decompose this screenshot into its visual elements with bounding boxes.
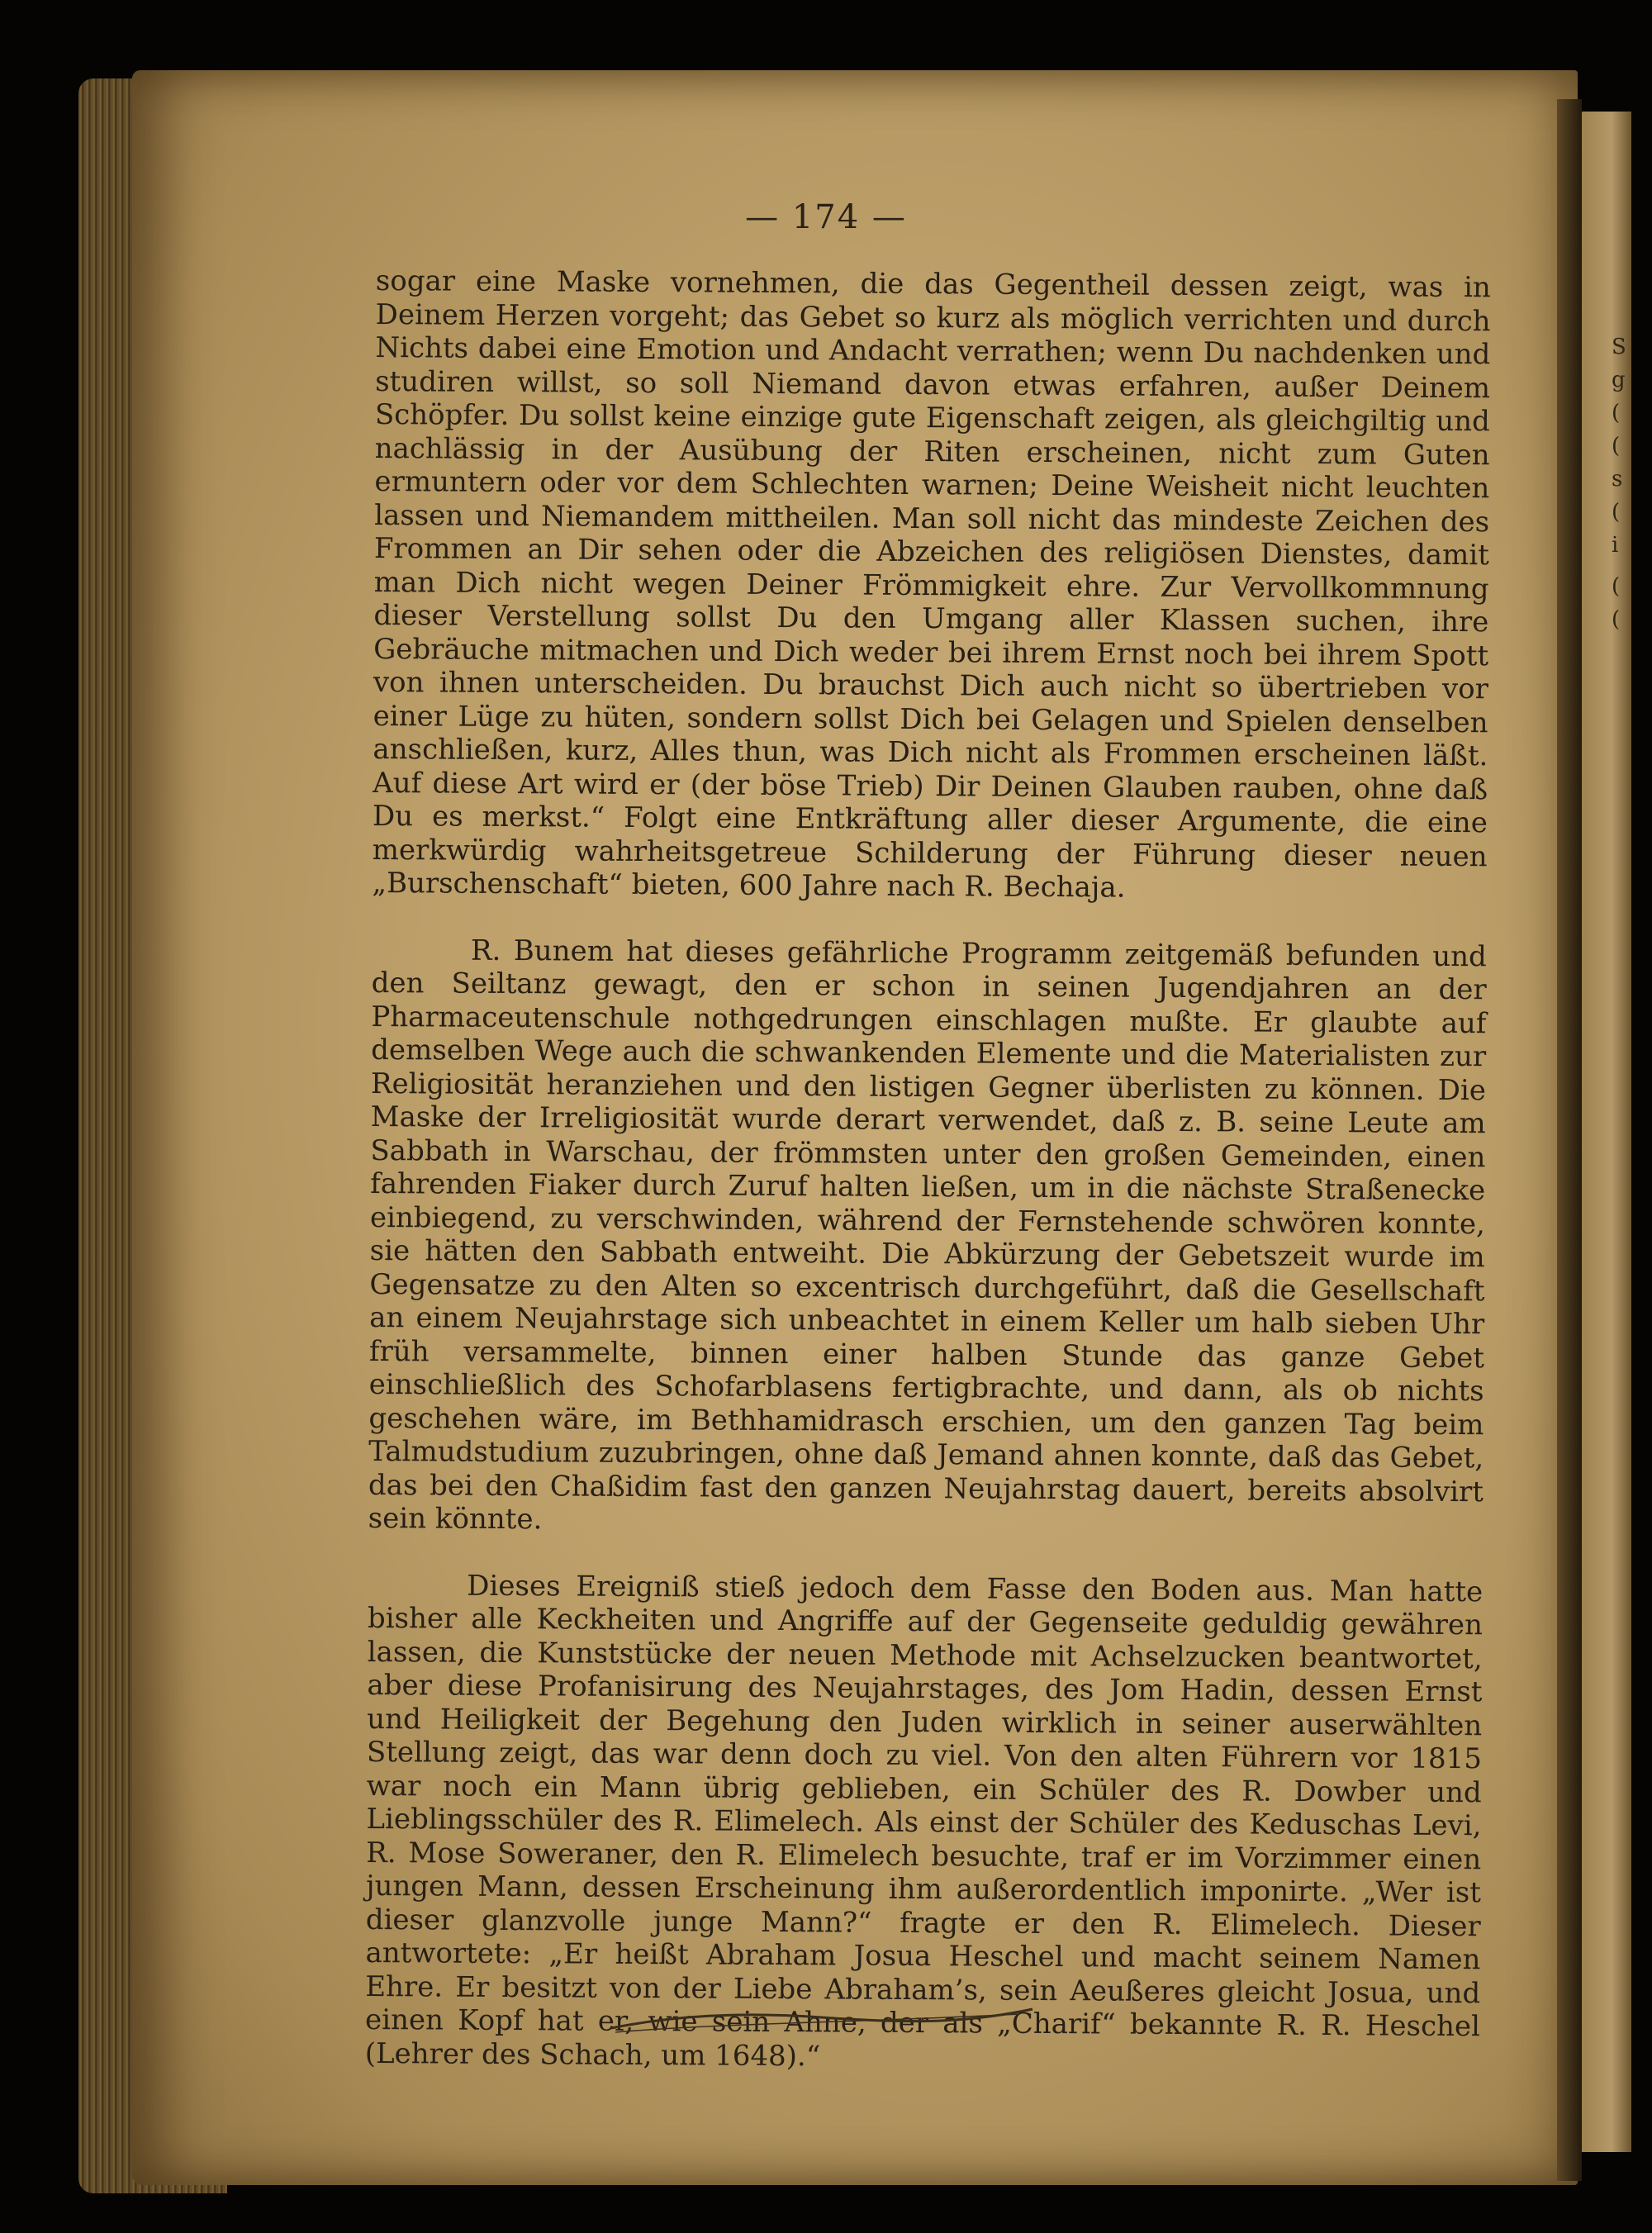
paragraph-2: R. Bunem hat dieses gefährliche Programm zeitgemäß befunden und den Seiltanz gewagt, den er schon in seinen Jugendjahren an der Pharmaceutenschule nothgedrungen einschlagen mußte. Er glaubte auf demselben Wege auch die schwankenden Elemente und die Materialisten zur Religiosität heranziehen und den listigen Gegner überlisten zu können. Die Maske der Irreligiosität wurde derart verwendet, daß z. B. seine Leute am Sabbath in Warschau, der frömmsten unter den großen Gemeinden, einen fahrenden Fiaker durch Zuruf halten ließen, um in die nächste Straßenecke einbiegend, zu verschwinden, während der Fernstehende schwören konnte, sie hätten den Sabbath entweiht. Die Abkürzung der Gebetszeit wurde im Gegensatze zu den Alten so excentrisch durchgeführt, daß die Gesellschaft an einem Neujahrstage sich unbeachtet in einem Keller um halb sieben Uhr früh versammelte, binnen einer halben Stunde das ganze Gebet einschließlich des Schofarblasens fertigbrachte, und dann, als ob nichts geschehen wäre, im Bethhamidrasch erschien, um den ganzen Tag beim Talmudstudium zuzubringen, ohne daß Jemand ahnen konnte, daß das Gebet, das bei den Chaßidim fast den ganzen Neujahrstag dauert, bereits absolvirt sein könnte. bbox=[368, 934, 1488, 1537]
next-page-letter: S bbox=[1612, 335, 1626, 359]
next-page-letter: ( bbox=[1612, 401, 1621, 425]
next-page-sliver bbox=[1582, 112, 1631, 2152]
end-flourish-line bbox=[607, 1999, 1037, 2041]
next-page-letter: g bbox=[1612, 368, 1626, 392]
paragraph-3: Dieses Ereigniß stieß jedoch dem Fasse den Boden aus. Man hatte bisher alle Keckheiten und Angriffe auf der Gegenseite geduldig gewähren lassen, die Kunststücke der neuen Methode mit Achselzucken beantwortet, aber diese Profanisirung des Neujahrstages, des Jom Hadin, dessen Ernst und Heiligkeit der Begehung den Juden wirklich in seiner auserwählten Stellung zeigt, das war denn doch zu viel. Von den alten Führern vor 1815 war noch ein Mann übrig geblieben, ein Schüler des R. Dowber und Lieblingsschüler des R. Elimelech. Als einst der Schüler des Keduschas Levi, R. Mose Soweraner, den R. Elimelech besuchte, traf er im Vorzimmer einen jungen Mann, dessen Erscheinung ihm außerordentlich imponirte. „Wer ist dieser glanzvolle junge Mann?“ fragte er den R. Elimelech. Dieser antwortete: „Er heißt Abraham Josua Heschel und macht seinem Namen Ehre. Er besitzt von der Liebe Abraham’s, sein Aeußeres gleicht Josua, und einen Kopf hat er, wie sein Ahne, der als „Charif“ bekannte R. R. Heschel (Lehrer des Schach, um 1648).“ bbox=[364, 1569, 1483, 2073]
next-page-letter: ( bbox=[1612, 607, 1621, 632]
next-page-letter: ( bbox=[1612, 500, 1621, 525]
next-page-letter: s bbox=[1612, 467, 1623, 492]
next-page-letter: ( bbox=[1612, 574, 1621, 599]
next-page-letter: ( bbox=[1612, 434, 1621, 458]
paragraph-1: sogar eine Maske vornehmen, die das Gegentheil dessen zeigt, was in Deinem Herzen vorgeht; das Gebet so kurz als möglich verrichten und durch Nichts dabei eine Emotion und Andacht verrathen; wenn Du nachdenken und studiren willst, so soll Niemand davon etwas erfahren, außer Deinem Schöpfer. Du sollst keine einzige gute Eigenschaft zeigen, als gleichgiltig und nachlässig in der Ausübung der Riten erscheinen, nicht zum Guten ermuntern oder vor dem Schlechten warnen; Deine Weisheit nicht leuchten lassen und Niemandem mittheilen. Man soll nicht das mindeste Zeichen des Frommen an Dir sehen oder die Abzeichen des religiösen Dienstes, damit man Dich nicht wegen Deiner Frömmigkeit ehre. Zur Vervollkommnung dieser Verstellung sollst Du den Umgang aller Klassen suchen, ihre Gebräuche mitmachen und Dich weder bei ihrem Ernst noch bei ihrem Spott von ihnen unterscheiden. Du brauchst Dich auch nicht so übertrieben vor einer Lüge zu hüten, sondern sollst Dich bei Gelagen und Spielen denselben anschließen, kurz, Alles thun, was Dich nicht als Frommen erscheinen läßt. Auf diese Art wird er (der böse Trieb) Dir Deinen Glauben rauben, ohne daß Du es merkst.“ Folgt eine Entkräftung aller dieser Argumente, die eine merkwürdig wahrheitsgetreue Schilderung der Führung dieser neuen „Burschenschaft“ bieten, 600 Jahre nach R. Bechaja. bbox=[372, 264, 1491, 905]
book-gutter bbox=[1557, 99, 1582, 2181]
page-number: — 174 — bbox=[745, 198, 907, 236]
next-page-letter: i bbox=[1612, 533, 1619, 558]
page-body-text bbox=[364, 264, 1491, 2110]
